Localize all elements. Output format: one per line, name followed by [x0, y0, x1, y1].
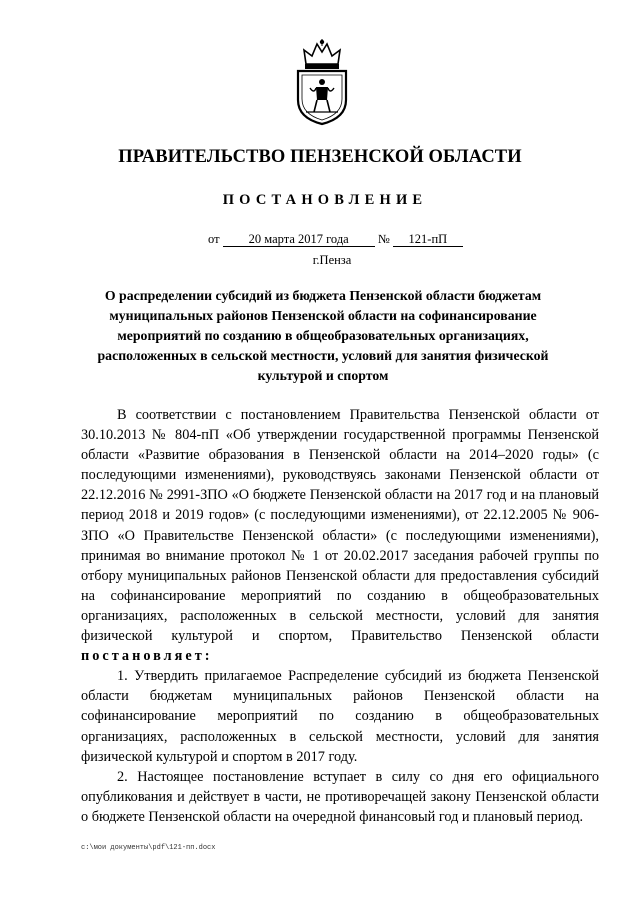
date-number-line — [208, 232, 463, 247]
number-prefix: № — [377, 232, 390, 246]
item-2-paragraph: 2. Настоящее постановление вступает в силу со дня его официального опубликования и действует в части, не противоречащей закону Пензенской области о бюджете Пензенской области на очередной финансовый год и плановый период. — [81, 768, 599, 825]
government-title: ПРАВИТЕЛЬСТВО ПЕНЗЕНСКОЙ ОБЛАСТИ — [118, 147, 522, 167]
item-1-paragraph: 1. Утвердить прилагаемое Распределение субсидий из бюджета Пензенской области бюджетам муниципальных районов Пензенской области на софинансирование мероприятий по созданию в общеобразовательных организациях, расположенных в сельской местности, условий для занятия физической культурой и спортом в 2017 году. — [81, 668, 599, 765]
coat-of-arms-icon — [290, 38, 354, 126]
document-type: ПОСТАНОВЛЕНИЕ — [222, 192, 428, 208]
document-body — [81, 405, 599, 827]
document-subject: О распределении субсидий из бюджета Пензенской области бюджетам муниципальных районов Пензенской области на софинансирование мероприятий по созданию в общеобразовательных организациях, расположенных в сельской местности, условий для занятия физической культурой и спортом — [97, 288, 549, 383]
date-prefix: от — [208, 232, 220, 246]
intro-paragraph — [81, 405, 599, 666]
document-number: 121-пП — [393, 232, 463, 247]
file-path: c:\мои документы\pdf\121-пп.docx — [81, 844, 216, 852]
city: г.Пенза — [312, 253, 352, 267]
document-date: 20 марта 2017 года — [223, 232, 375, 247]
resolves-word: постановляет: — [81, 648, 213, 665]
intro-text: В соответствии с постановлением Правительства Пензенской области от 30.10.2013 № 804-пП «Об утверждении государственной программы Пензенской области «Развитие образования в Пензенской области на 2014–2020 годы» (с последующими изменениями), руководствуясь законами Пензенской области от 22.12.2016 № 2991-ЗПО «О бюджете Пензенской области на 2017 год и на плановый период 2018 и 2019 годов» (с последующими изменениями), от 22.12.2005 № 906-ЗПО «О Правительстве Пензенской области» (с последующими изменениями), принимая во внимание протокол № 1 от 20.02.2017 заседания рабочей группы по отбору муниципальных районов Пензенской области для предоставления субсидий на софинансирование мероприятий по созданию в общеобразовательных организациях, расположенных в сельской местности, условий для занятия физической культурой и спортом, Правительство Пензенской области — [81, 407, 599, 645]
